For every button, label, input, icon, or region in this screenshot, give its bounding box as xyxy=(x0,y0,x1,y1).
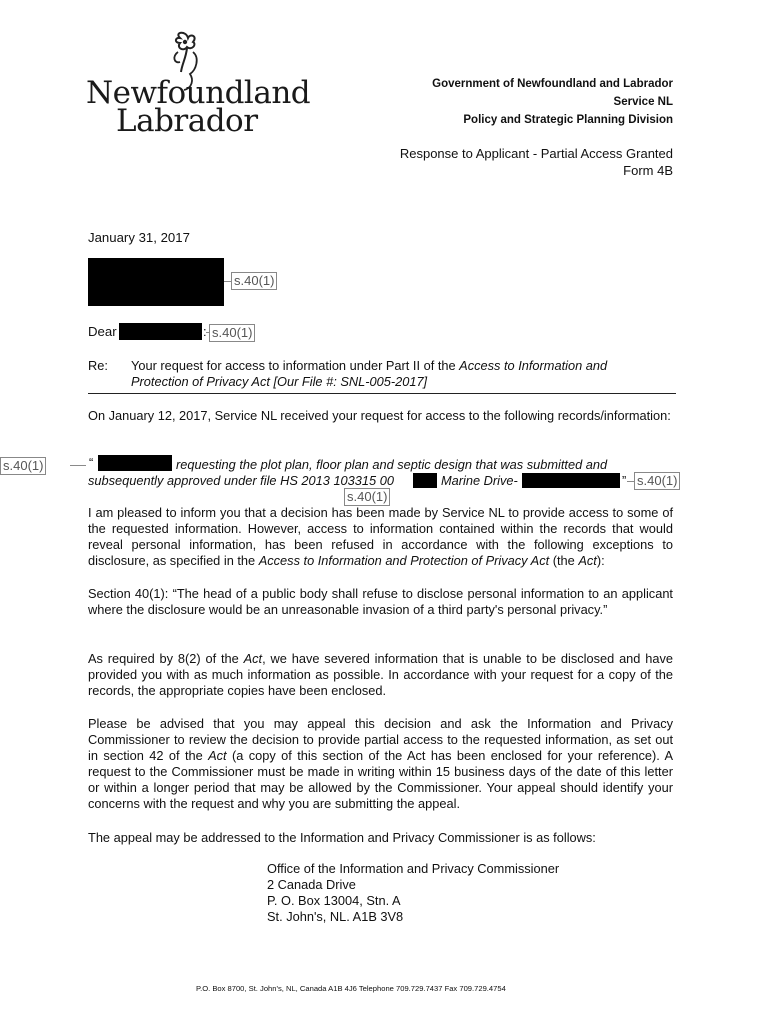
redaction-tag: s.40(1) xyxy=(231,272,277,290)
decision-text-3: ): xyxy=(596,553,605,568)
re-subject-act-file: Protection of Privacy Act [Our File #: SNL-005-2017] xyxy=(131,374,428,389)
address-line-city: St. John's, NL. A1B 3V8 xyxy=(267,909,404,924)
government-logo xyxy=(86,30,311,139)
severed-text: As required by 8(2) of the xyxy=(88,651,244,666)
address-line-street: 2 Canada Drive xyxy=(267,877,356,892)
form-title: Response to Applicant - Partial Access Granted xyxy=(399,146,673,161)
redaction-tag: s.40(1) xyxy=(344,488,390,506)
severed-act: Act xyxy=(243,651,263,666)
redacted-request-text xyxy=(98,455,172,471)
redacted-location xyxy=(522,473,620,488)
decision-text-2: (the xyxy=(549,553,579,568)
severed-text-2: , we have severed information that is unable to be disclosed and have provided you with as much information as possible. In accordance with your request for a copy of the records, the appropriate copies have been enclosed. xyxy=(88,651,673,698)
redaction-tag: s.40(1) xyxy=(634,472,680,490)
address-line-office: Office of the Information and Privacy Commissioner xyxy=(267,861,560,876)
re-label: Re: xyxy=(88,358,108,373)
paragraph-appeal xyxy=(88,716,673,812)
salutation-colon: : xyxy=(203,324,207,339)
letterhead-division: Policy and Strategic Planning Division xyxy=(463,113,673,127)
request-text-line2: subsequently approved under file HS 2013 103315 00 xyxy=(88,473,394,488)
decision-act-short: Act xyxy=(578,553,597,568)
appeal-text-2: (a copy of this section of the Act has been enclosed for your reference). A request to the Commissioner must be made in writing within 15 business days of the date of this letter or within a longer period that may be allowed by the Commissioner. Your appeal should identify your concerns with the request and why you are submitting the appeal. xyxy=(88,748,674,811)
redacted-civic-number xyxy=(413,473,437,488)
letter-date: January 31, 2017 xyxy=(88,230,190,245)
letterhead-footer: P.O. Box 8700, St. John's, NL, Canada A1B 4J6 Telephone 709.729.7437 Fax 709.729.4754 xyxy=(196,984,506,993)
redacted-addressee-block xyxy=(88,258,224,306)
paragraph-section-40: Section 40(1): “The head of a public body shall refuse to disclose personal information to an applicant where the disclosure would be an unreasonable invasion of a third party's personal privacy.” xyxy=(88,586,673,617)
letterhead-org: Government of Newfoundland and Labrador xyxy=(432,77,673,91)
decision-act-name: Access to Information and Protection of Privacy Act xyxy=(258,553,550,568)
salutation: Dear xyxy=(88,324,117,339)
request-text-line1: requesting the plot plan, floor plan and septic design that was submitted and xyxy=(176,457,608,472)
form-number: Form 4B xyxy=(623,163,673,178)
request-open-quote: “ xyxy=(89,455,94,470)
commissioner-address xyxy=(267,861,559,925)
logo-wordmark-line2: Labrador xyxy=(116,103,258,139)
letterhead-service: Service NL xyxy=(613,95,673,109)
decision-text: I am pleased to inform you that a decision has been made by Service NL to provide access to some of the requested information. However, access to information contained within the records that would reveal personal information, has been refused in accordance with the following exceptions to disclosure, as specified in the xyxy=(88,505,673,568)
appeal-text: Please be advised that you may appeal this decision and ask the Information and Privacy Commissioner to review the decision to provide partial access to the requested information, as set out in section 42 of the xyxy=(88,716,673,763)
logo-wordmark-line1: Newfoundland xyxy=(86,75,311,111)
redaction-leader-line xyxy=(70,465,86,466)
request-text-line2-street: Marine Drive- xyxy=(441,473,518,488)
appeal-act: Act xyxy=(208,748,227,763)
redaction-tag: s.40(1) xyxy=(209,324,255,342)
paragraph-request-received: On January 12, 2017, Service NL received your request for access to the following records/information: xyxy=(88,408,671,423)
address-line-pobox: P. O. Box 13004, Stn. A xyxy=(267,893,401,908)
re-subject-text: Your request for access to information under Part II of the xyxy=(131,358,460,373)
redaction-tag: s.40(1) xyxy=(0,457,46,475)
redacted-addressee-name xyxy=(119,323,202,340)
re-subject-act: Access to Information and xyxy=(459,358,608,373)
paragraph-severed xyxy=(88,651,673,699)
paragraph-decision xyxy=(88,505,673,569)
re-subject xyxy=(131,358,673,390)
request-close-quote: ” xyxy=(622,473,627,488)
re-divider-line xyxy=(88,393,676,394)
paragraph-address-intro: The appeal may be addressed to the Information and Privacy Commissioner is as follows: xyxy=(88,830,596,845)
